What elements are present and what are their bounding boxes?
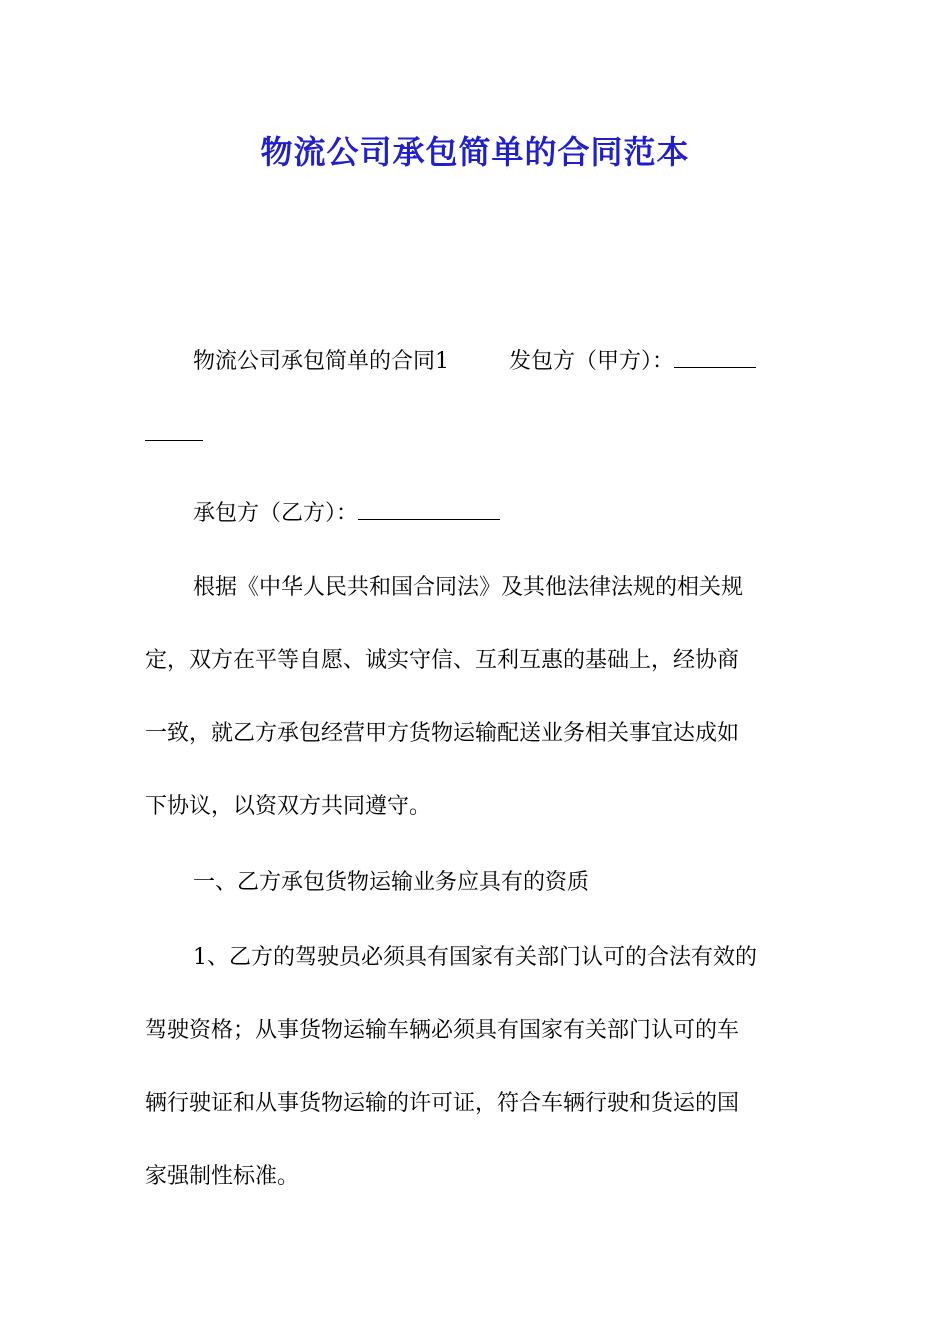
party-a-blank-continued-line	[145, 398, 807, 471]
party-b-label: 承包方（乙方）：	[193, 501, 359, 526]
document-title: 物流公司承包简单的合同范本	[260, 133, 690, 171]
contract-label: 物流公司承包简单的合同1	[193, 349, 449, 374]
clause1-line: 家强制性标准。	[145, 1164, 300, 1189]
paragraph1-line: 下协议，以资双方共同遵守。	[145, 794, 432, 819]
clause1-line: 驾驶资格；从事货物运输车辆必须具有国家有关部门认可的车	[145, 1018, 740, 1043]
party-a-blank-continued	[145, 420, 203, 441]
party-a-label: 发包方（甲方）：	[509, 349, 675, 374]
party-b-line	[145, 477, 855, 550]
clause1-line: 1、乙方的驾驶员必须具有国家有关部门认可的合法有效的	[193, 945, 757, 970]
paragraph1-line: 定，双方在平等自愿、诚实守信、互利互惠的基础上，经协商	[145, 648, 740, 673]
section1-heading: 一、乙方承包货物运输业务应具有的资质	[193, 870, 590, 895]
paragraph1-line: 根据《中华人民共和国合同法》及其他法律法规的相关规	[193, 575, 744, 600]
party-a-blank	[674, 347, 756, 368]
party-b-blank	[358, 499, 500, 520]
paragraph1-line: 一致，就乙方承包经营甲方货物运输配送业务相关事宜达成如	[145, 721, 740, 746]
clause1-line: 辆行驶证和从事货物运输的许可证，符合车辆行驶和货运的国	[145, 1091, 740, 1116]
heading-line	[145, 325, 855, 398]
